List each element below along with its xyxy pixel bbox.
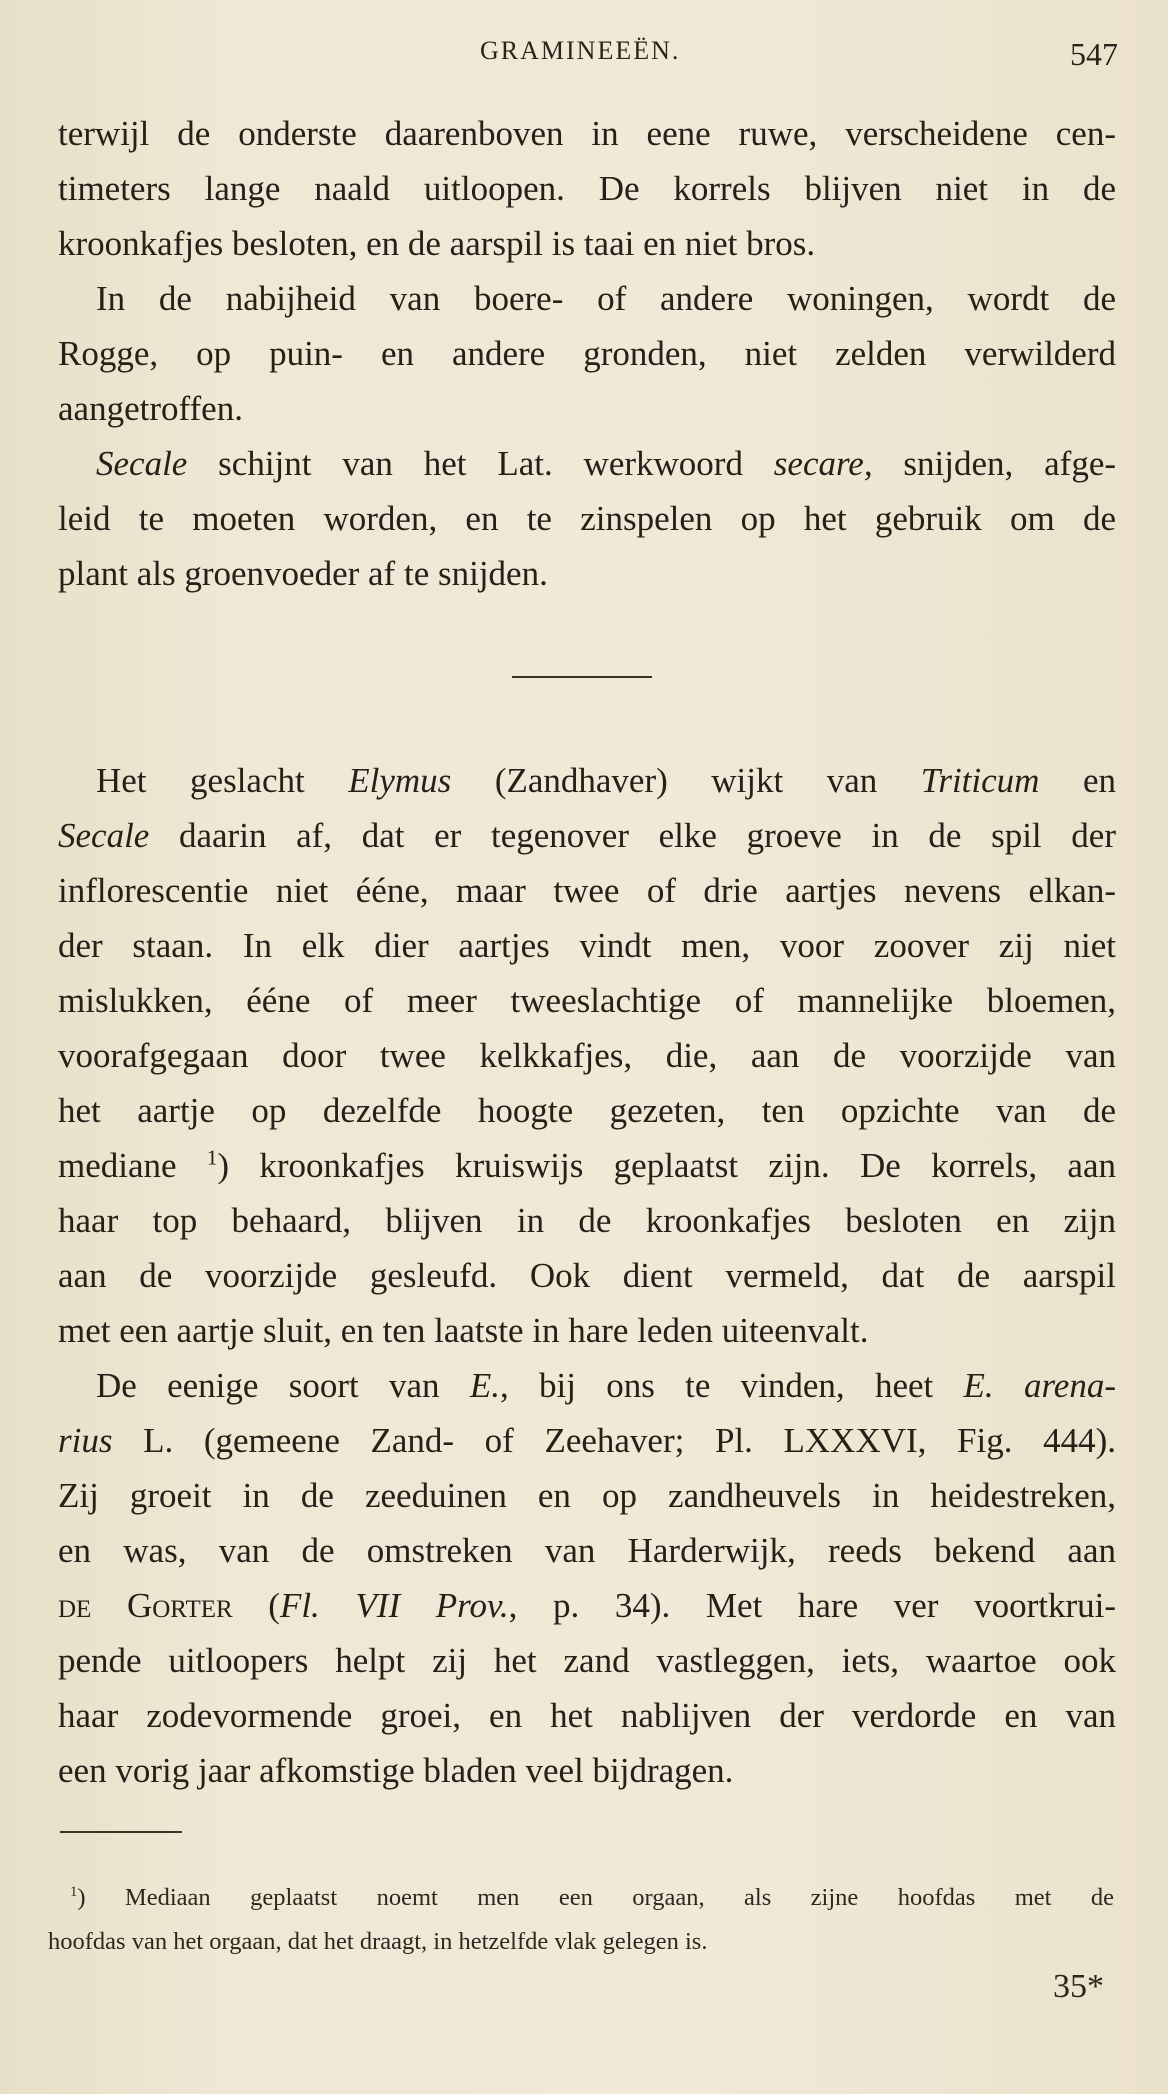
paragraph-1-line-2: timeters lange naald uitloopen. De korrels blijven niet in de (58, 169, 1116, 208)
genus-elymus: Elymus (348, 761, 452, 800)
paragraph-5-text-b: , bij ons te vinden, heet (499, 1366, 964, 1405)
species-arenarius-part-1: E. arena- (963, 1366, 1116, 1405)
paragraph-5-line-7: haar zodevormende groei, en het nablijven der verdorde en van (58, 1696, 1116, 1735)
paragraph-4-line-2-text: daarin af, dat er tegenover elke groeve in de spil der (149, 816, 1116, 855)
footnote-line-2: hoofdas van het orgaan, dat het draagt, in hetzelfde vlak gelegen is. (48, 1928, 708, 1955)
page-number: 547 (1070, 36, 1118, 72)
term-secale: Secale (96, 444, 188, 483)
paragraph-4-line-10: aan de voorzijde gesleufd. Ook dient vermeld, dat de aarspil (58, 1256, 1116, 1295)
paragraph-4-line-5: mislukken, ééne of meer tweeslachtige of mannelijke bloemen, (58, 981, 1116, 1020)
footnote-line-1 (48, 1876, 1114, 1920)
genus-triticum: Triticum (920, 761, 1040, 800)
paragraph-4-line-8-a: mediane (58, 1146, 207, 1185)
paragraph-4-line-8-b: ) kroonkafjes kruiswijs geplaatst zijn. De korrels, aan (217, 1146, 1116, 1185)
paragraph-5-line-1 (58, 1359, 1116, 1414)
paragraph-1-line-1: terwijl de onderste daarenboven in eene ruwe, verscheidene cen- (58, 114, 1116, 153)
paragraph-4-line-7: het aartje op dezelfde hoogte gezeten, ten opzichte van de (58, 1091, 1116, 1130)
abbr-e: E. (469, 1366, 500, 1405)
paragraph-4-line-8 (58, 1139, 1116, 1194)
section-separator (512, 676, 652, 678)
term-secare: secare, (773, 444, 873, 483)
paragraph-3-line-1 (58, 437, 1116, 492)
work-title: Fl. VII Prov. (279, 1586, 509, 1625)
footnote-reference: 1 (206, 1145, 218, 1170)
paragraph-3-text-2: snijden, afge- (872, 444, 1117, 483)
paragraph-4-text-b: (Zandhaver) wijkt van (451, 761, 921, 800)
paragraph-5-line-2-text: L. (gemeene Zand- of Zeehaver; Pl. LXXXVI, Fig. 444). (112, 1421, 1116, 1460)
paragraph-3-line-3: plant als groenvoeder af te snijden. (58, 554, 548, 593)
paragraph-5-line-8: een vorig jaar afkomstige bladen veel bijdragen. (58, 1751, 734, 1790)
paragraph-2-line-3: aangetroffen. (58, 389, 243, 428)
paragraph-4-line-2 (58, 809, 1116, 864)
species-arenarius-part-2: rius (58, 1421, 113, 1460)
paragraph-5-line-5-b: , p. 34). Met hare ver voortkrui- (508, 1586, 1116, 1625)
paragraph-3-line-2: leid te moeten worden, en te zinspelen op het gebruik om de (58, 499, 1116, 538)
paragraph-5-line-2 (58, 1414, 1116, 1469)
paragraph-4-text-a: Het geslacht (96, 761, 349, 800)
genus-secale: Secale (58, 816, 150, 855)
paragraph-5-line-3: Zij groeit in de zeeduinen en op zandheuvels in heidestreken, (58, 1476, 1116, 1515)
paragraph-4-line-11: met een aartje sluit, en ten laatste in hare leden uiteenvalt. (58, 1311, 869, 1350)
running-head: GRAMINEEËN. (480, 36, 681, 65)
paragraph-5-line-4: en was, van de omstreken van Harderwijk, reeds bekend aan (58, 1531, 1116, 1570)
paragraph-4-line-4: der staan. In elk dier aartjes vindt men, voor zoover zij niet (58, 926, 1116, 965)
footnote-line-1-text: ) Mediaan geplaatst noemt men een orgaan, als zijne hoofdas met de (77, 1884, 1114, 1911)
paragraph-5-line-6: pende uitloopers helpt zij het zand vastleggen, iets, waartoe ook (58, 1641, 1116, 1680)
paragraph-3-text-1: schijnt van het Lat. werkwoord (187, 444, 774, 483)
signature-mark: 35* (1053, 1968, 1104, 2005)
paragraph-4-line-6: voorafgegaan door twee kelkkafjes, die, aan de voorzijde van (58, 1036, 1116, 1075)
paragraph-4-line-3: inflorescentie niet ééne, maar twee of drie aartjes nevens elkan- (58, 871, 1116, 910)
paragraph-1-line-3: kroonkafjes besloten, en de aarspil is taai en niet bros. (58, 224, 816, 263)
author-de-gorter: de Gorter (58, 1586, 233, 1625)
paragraph-5-line-5-a: ( (232, 1586, 280, 1625)
paragraph-4-line-9: haar top behaard, blijven in de kroonkafjes besloten en zijn (58, 1201, 1116, 1240)
paragraph-5-line-5 (58, 1579, 1116, 1634)
footnote-separator (60, 1831, 182, 1833)
paragraph-4-text-c: en (1039, 761, 1116, 800)
paragraph-5-text-a: De eenige soort van (96, 1366, 470, 1405)
footnote-marker: 1 (70, 1883, 78, 1900)
paragraph-2-line-1: In de nabijheid van boere- of andere woningen, wordt de (96, 279, 1116, 318)
paragraph-2-line-2: Rogge, op puin- en andere gronden, niet zelden verwilderd (58, 334, 1116, 373)
paragraph-4-line-1 (58, 754, 1116, 809)
